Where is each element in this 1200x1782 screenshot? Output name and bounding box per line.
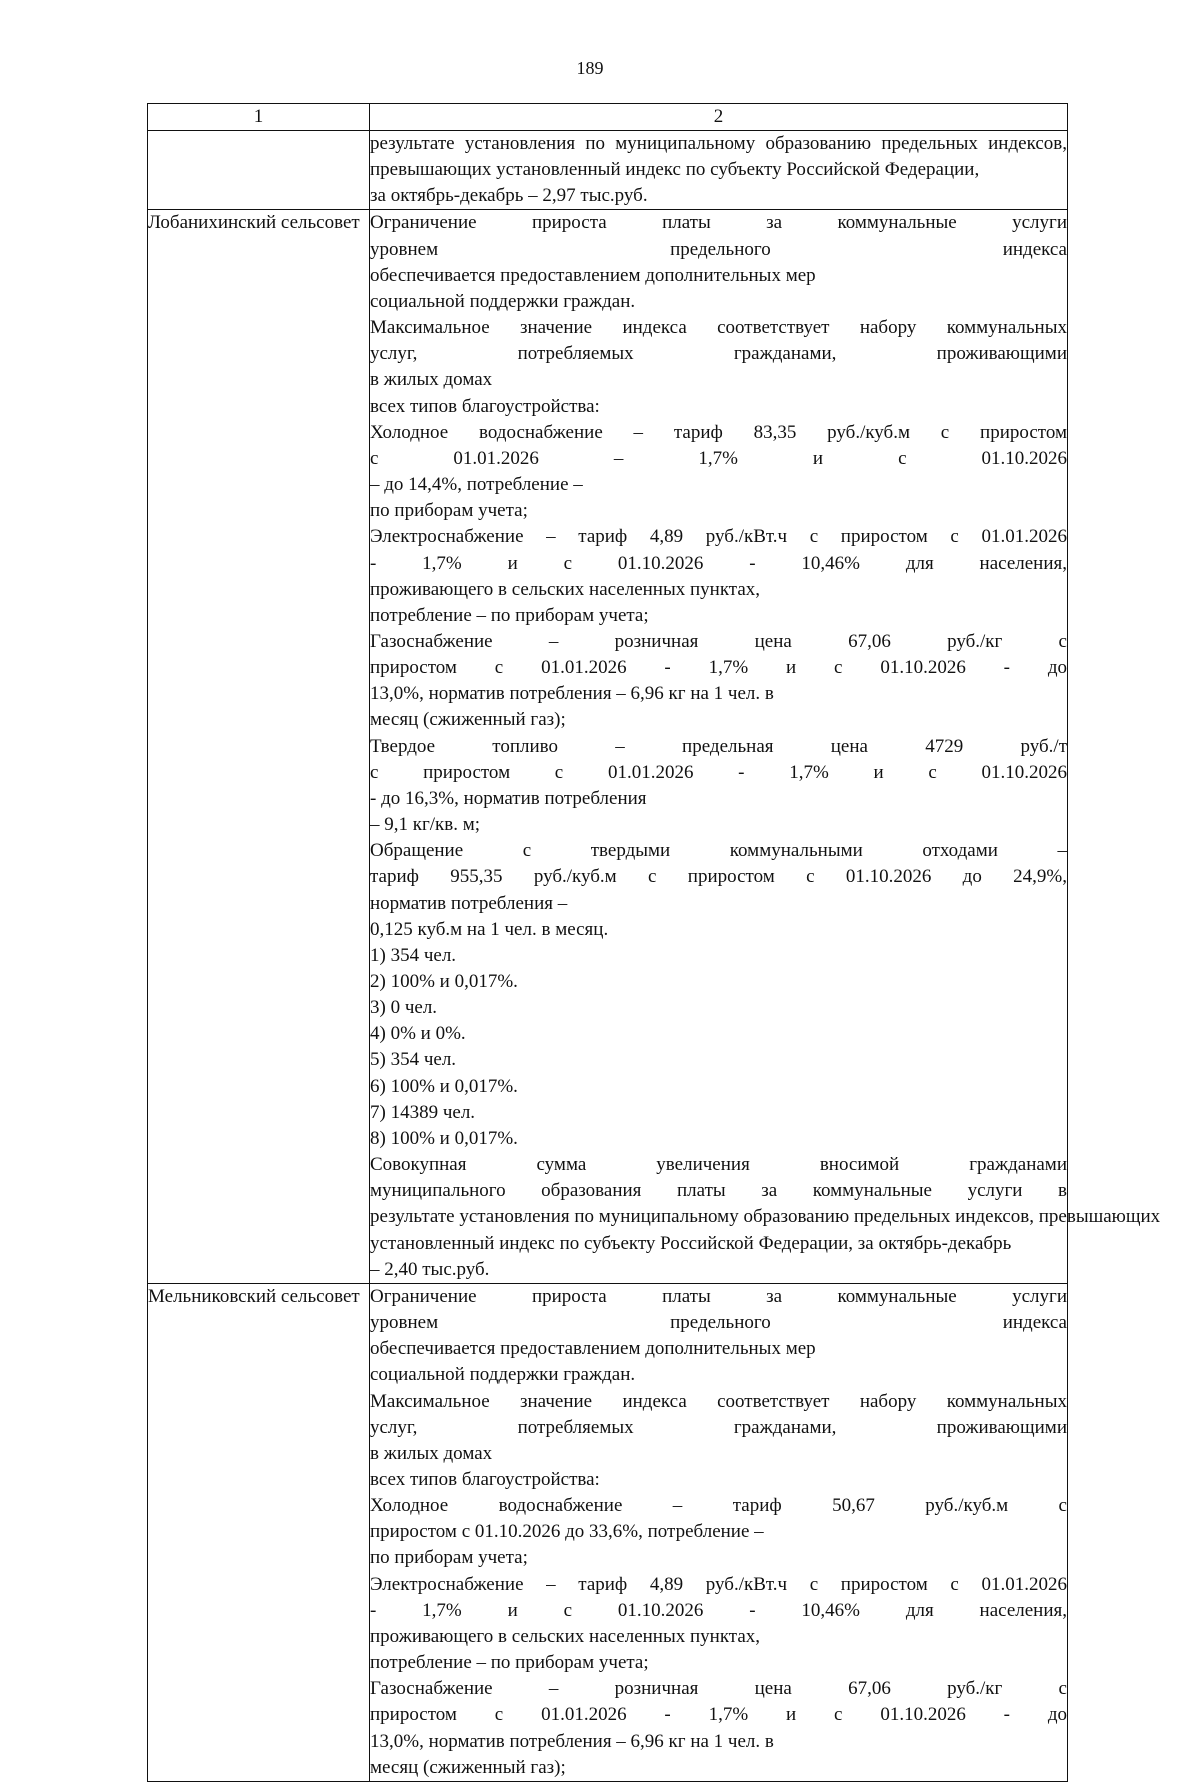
- description-paragraph: Холодное водоснабжение – тариф 83,35 руб./куб.м с приростом с 01.01.2026 – 1,7% и с 01.10.2026 – до 14,4%, потребление – по приборам учета;: [370, 421, 1067, 522]
- description-paragraph: Ограничение прироста платы за коммунальные услуги уровнем предельного индекса обеспечивается предоставлением дополнительных мер социальной поддержки граждан.: [370, 1285, 1067, 1386]
- column-header-1: 1: [148, 104, 370, 131]
- settlement-name-cell: [148, 131, 370, 210]
- description-paragraph: Холодное водоснабжение – тариф 50,67 руб./куб.м с приростом с 01.10.2026 до 33,6%, потребление – по приборам учета;: [370, 1495, 1067, 1569]
- settlement-name-cell: Мельниковский сельсовет: [148, 1283, 370, 1781]
- description-cell: [370, 131, 1068, 210]
- indicator-list-item: 5) 354 чел.: [370, 1049, 457, 1071]
- page-number: 189: [576, 58, 604, 78]
- indicator-list-item: 1) 354 чел.: [370, 944, 457, 966]
- settlement-name-cell: Лобанихинский сельсовет: [148, 210, 370, 1283]
- indicator-list-item: 7) 14389 чел.: [370, 1101, 476, 1123]
- description-paragraph: Максимальное значение индекса соответствует набору коммунальных услуг, потребляемых гражданами, проживающими в жилых домах всех типов благоустройства:: [370, 317, 1067, 417]
- table-body: [148, 131, 1161, 1782]
- description-cell: [370, 1283, 1068, 1781]
- indicator-list-item: 2) 100% и 0,017%.: [370, 971, 518, 992]
- table-row: [148, 1283, 1068, 1781]
- table-row: [148, 131, 1068, 210]
- description-cell: [370, 210, 1161, 1283]
- description-paragraph: Электроснабжение – тариф 4,89 руб./кВт.ч с приростом с 01.01.2026 - 1,7% и с 01.10.2026 - 10,46% для населения, проживающего в сельских населенных пунктах, потребление – по приборам учета;: [370, 1573, 1067, 1674]
- indicator-list-item: 8) 100% и 0,017%.: [370, 1127, 518, 1149]
- description-paragraph: результате установления по муниципальному образованию предельных индексов, превышающих установленный индекс по субъекту Российской Федерации, за октябрь-декабрь – 2,97 тыс.руб.: [370, 133, 1067, 207]
- indicator-list-item: 4) 0% и 0%.: [370, 1023, 466, 1045]
- description-paragraph: Обращение с твердыми коммунальными отходами – тариф 955,35 руб./куб.м с приростом с 01.10.2026 до 24,9%, норматив потребления – 0,125 куб.м на 1 чел. в месяц.: [370, 840, 1067, 940]
- description-paragraph: Газоснабжение – розничная цена 67,06 руб./кг с приростом с 01.01.2026 - 1,7% и с 01.10.2026 - до 13,0%, норматив потребления – 6,96 кг на 1 чел. в месяц (сжиженный газ);: [370, 1678, 1067, 1778]
- description-paragraph: Газоснабжение – розничная цена 67,06 руб./кг с приростом с 01.01.2026 - 1,7% и с 01.10.2026 - до 13,0%, норматив потребления – 6,96 кг на 1 чел. в месяц (сжиженный газ);: [370, 630, 1067, 731]
- description-paragraph: Максимальное значение индекса соответствует набору коммунальных услуг, потребляемых гражданами, проживающими в жилых домах всех типов благоустройства:: [370, 1390, 1067, 1490]
- description-paragraph: Совокупная сумма увеличения вносимой гражданами муниципального образования платы за коммунальные услуги в результате установления по муниципальному образованию предельных индексов, превышающих установленный индекс по субъекту Российской Федерации, за октябрь-декабрь – 2,40 тыс.руб.: [370, 1154, 1161, 1280]
- column-header-2: 2: [370, 104, 1068, 131]
- description-paragraph: Электроснабжение – тариф 4,89 руб./кВт.ч с приростом с 01.01.2026 - 1,7% и с 01.10.2026 - 10,46% для населения, проживающего в сельских населенных пунктах, потребление – по приборам учета;: [370, 526, 1067, 626]
- indicator-list-item: 6) 100% и 0,017%.: [370, 1075, 518, 1097]
- data-table: [147, 103, 1161, 1782]
- table-row: [148, 210, 1068, 1283]
- indicator-list-item: 3) 0 чел.: [370, 997, 438, 1019]
- table-header-row: [148, 104, 1068, 131]
- description-paragraph: Твердое топливо – предельная цена 4729 руб./т с приростом с 01.01.2026 - 1,7% и с 01.10.2026 - до 16,3%, норматив потребления – 9,1 кг/кв. м;: [370, 735, 1067, 836]
- description-paragraph: Ограничение прироста платы за коммунальные услуги уровнем предельного индекса обеспечивается предоставлением дополнительных мер социальной поддержки граждан.: [370, 212, 1067, 312]
